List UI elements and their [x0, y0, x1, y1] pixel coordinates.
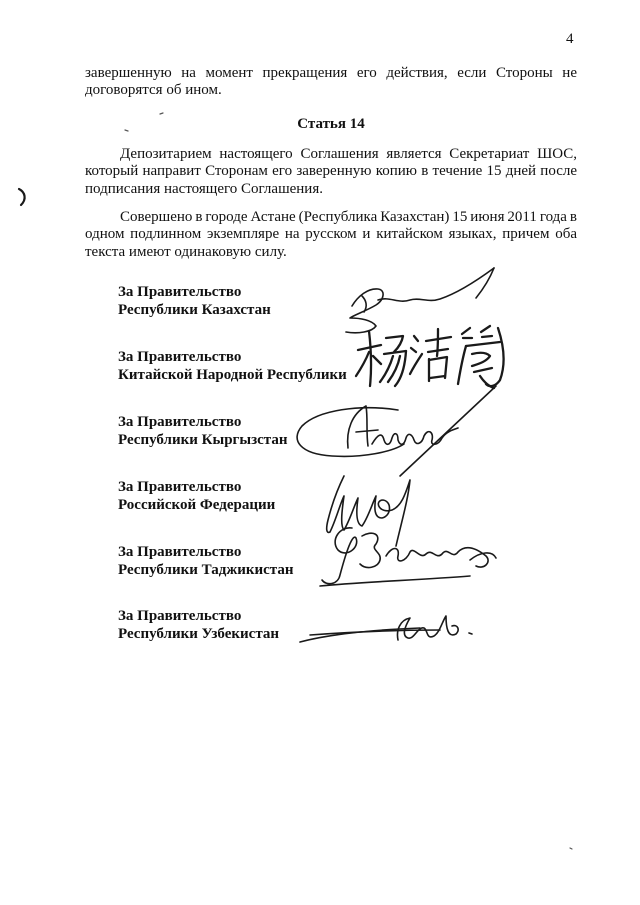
- done-at-paragraph: [85, 209, 577, 261]
- signature-kazakhstan: [346, 268, 494, 333]
- signatory-block-uzbekistan: [118, 608, 279, 643]
- signatory-for-label: За Правительство: [118, 479, 242, 495]
- signatory-for-label: За Правительство: [118, 284, 242, 300]
- depositary-paragraph: [85, 146, 577, 198]
- signatory-party: Республики Кыргызстан: [118, 431, 288, 448]
- paragraph-line: текста имеют одинаковую силу.: [85, 243, 287, 260]
- signatory-party: Республики Узбекистан: [118, 625, 280, 642]
- signature-uzbekistan: [300, 616, 472, 642]
- signatory-for-label: За Правительство: [118, 608, 242, 624]
- signatory-block-tajikistan: [118, 544, 294, 579]
- signature-russia: [327, 476, 410, 546]
- paragraph-line: завершенную на момент прекращения его действия, если Стороны не: [85, 65, 577, 81]
- signatory-party: Республики Казахстан: [118, 301, 271, 318]
- paragraph-line: который направит Сторонам его заверенную копию в течение 15 дней после: [85, 163, 577, 180]
- signatory-for-label: За Правительство: [118, 349, 242, 365]
- scan-mark-bracket: [19, 189, 25, 205]
- signatory-party: Российской Федерации: [118, 496, 276, 513]
- signature-tajikistan: [320, 528, 496, 586]
- signatory-block-china: [118, 349, 347, 384]
- signatory-party: Китайской Народной Республики: [118, 366, 347, 383]
- paragraph-line: одном подлинном экземпляре на русском и китайском языках, причем оба: [85, 226, 577, 243]
- page-number: 4: [566, 31, 574, 47]
- paragraph-line: подписания настоящего Соглашения.: [85, 180, 323, 197]
- paragraph-line: Депозитарием настоящего Соглашения является Секретариат ШОС,: [120, 146, 577, 162]
- continuation-paragraph: [85, 65, 577, 100]
- paragraph-line: договорятся об ином.: [85, 82, 222, 99]
- signature-kyrgyzstan: [297, 386, 496, 476]
- signatory-for-label: За Правительство: [118, 414, 242, 430]
- article-heading: Статья 14: [297, 116, 365, 132]
- signatory-party: Республики Таджикистан: [118, 561, 294, 578]
- signatory-block-kazakhstan: [118, 284, 271, 319]
- signatory-for-label: За Правительство: [118, 544, 242, 560]
- signatory-block-russia: [118, 479, 275, 514]
- paragraph-line: Совершено в городе Астане (Республика Казахстан) 15 июня 2011 года в: [120, 209, 577, 225]
- signature-china: [356, 326, 504, 388]
- signatory-block-kyrgyzstan: [118, 414, 287, 449]
